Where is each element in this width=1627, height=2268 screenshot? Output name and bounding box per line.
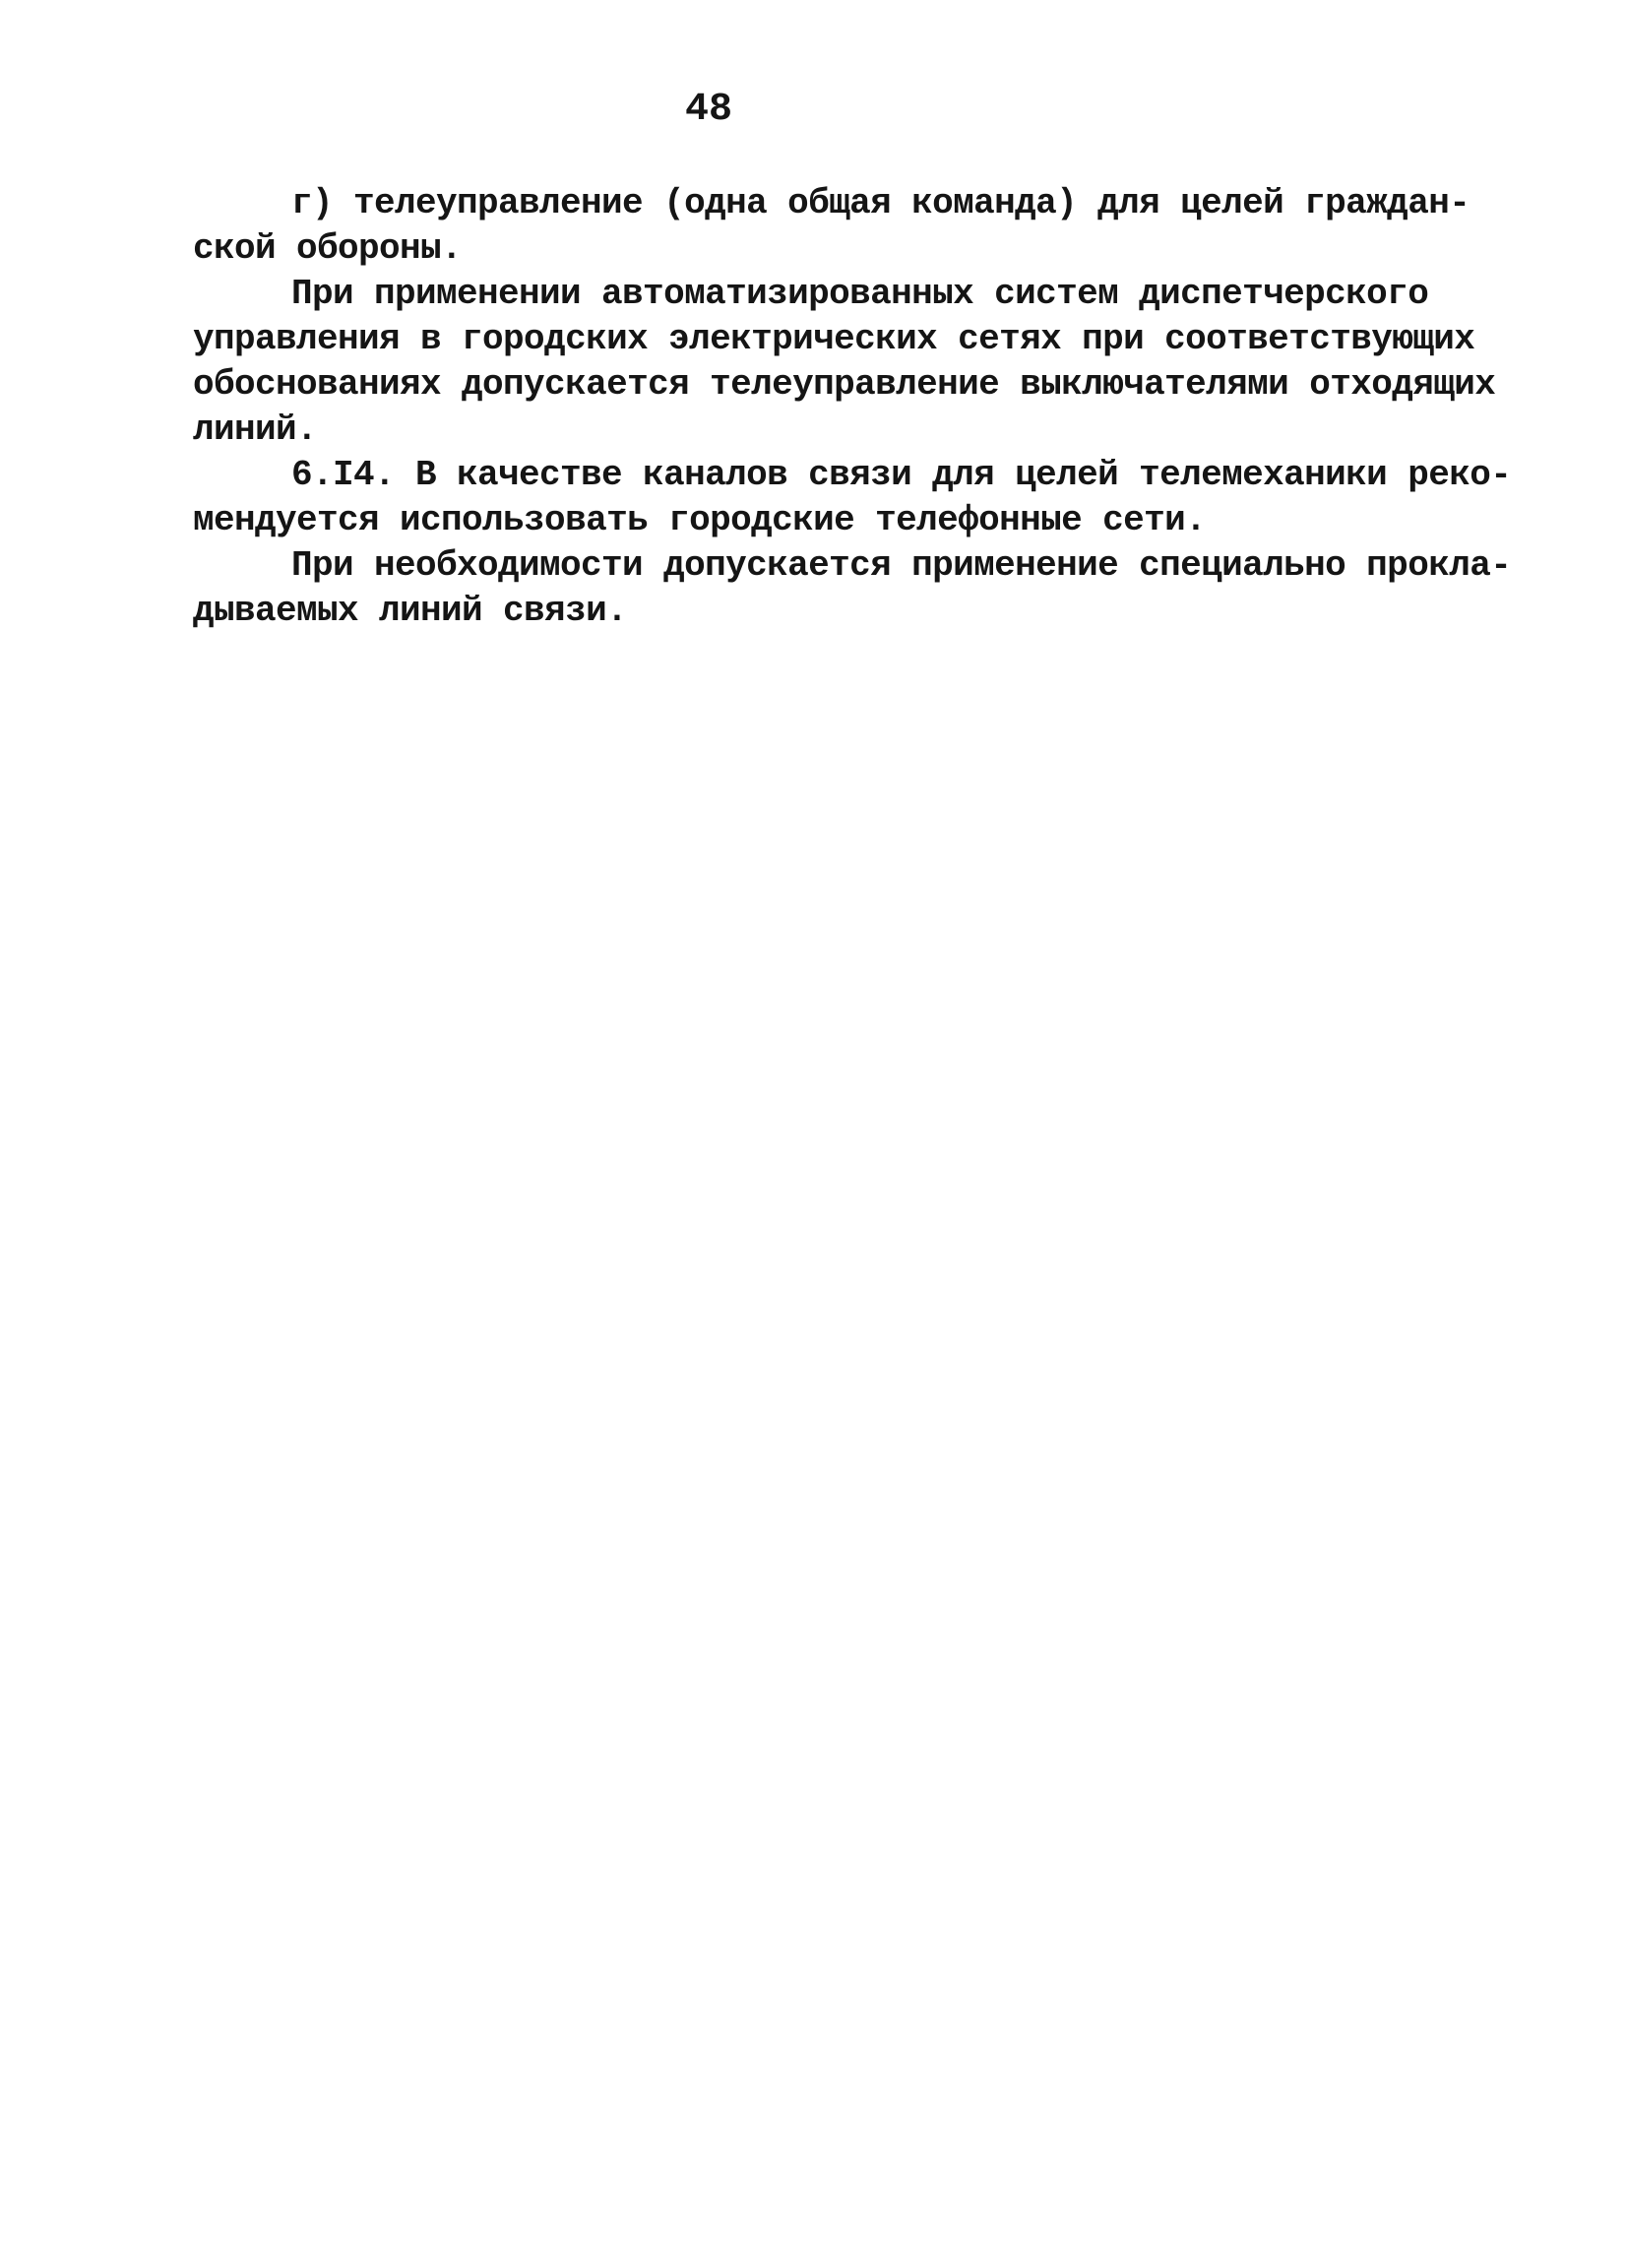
text-line: При применении автоматизированных систем диспетчерского [291,274,1429,314]
text-line: обоснованиях допускается телеуправление выключателями отходящих [193,364,1496,405]
text-line: ской обороны. [193,228,463,269]
text-line: г) телеуправление (одна общая команда) для целей граждан- [291,183,1471,223]
text-line: дываемых линий связи. [193,591,628,631]
text-line: линий. [193,410,318,450]
page-number: 48 [684,88,732,132]
document-body [193,181,1512,634]
text-line: мендуется использовать городские телефонные сети. [193,500,1207,540]
text-line: управления в городских электрических сетях при соответствующих [193,319,1475,359]
text-line: 6.I4. В качестве каналов связи для целей телемеханики реко- [291,455,1512,495]
text-line: При необходимости допускается применение специально прокла- [291,545,1512,586]
